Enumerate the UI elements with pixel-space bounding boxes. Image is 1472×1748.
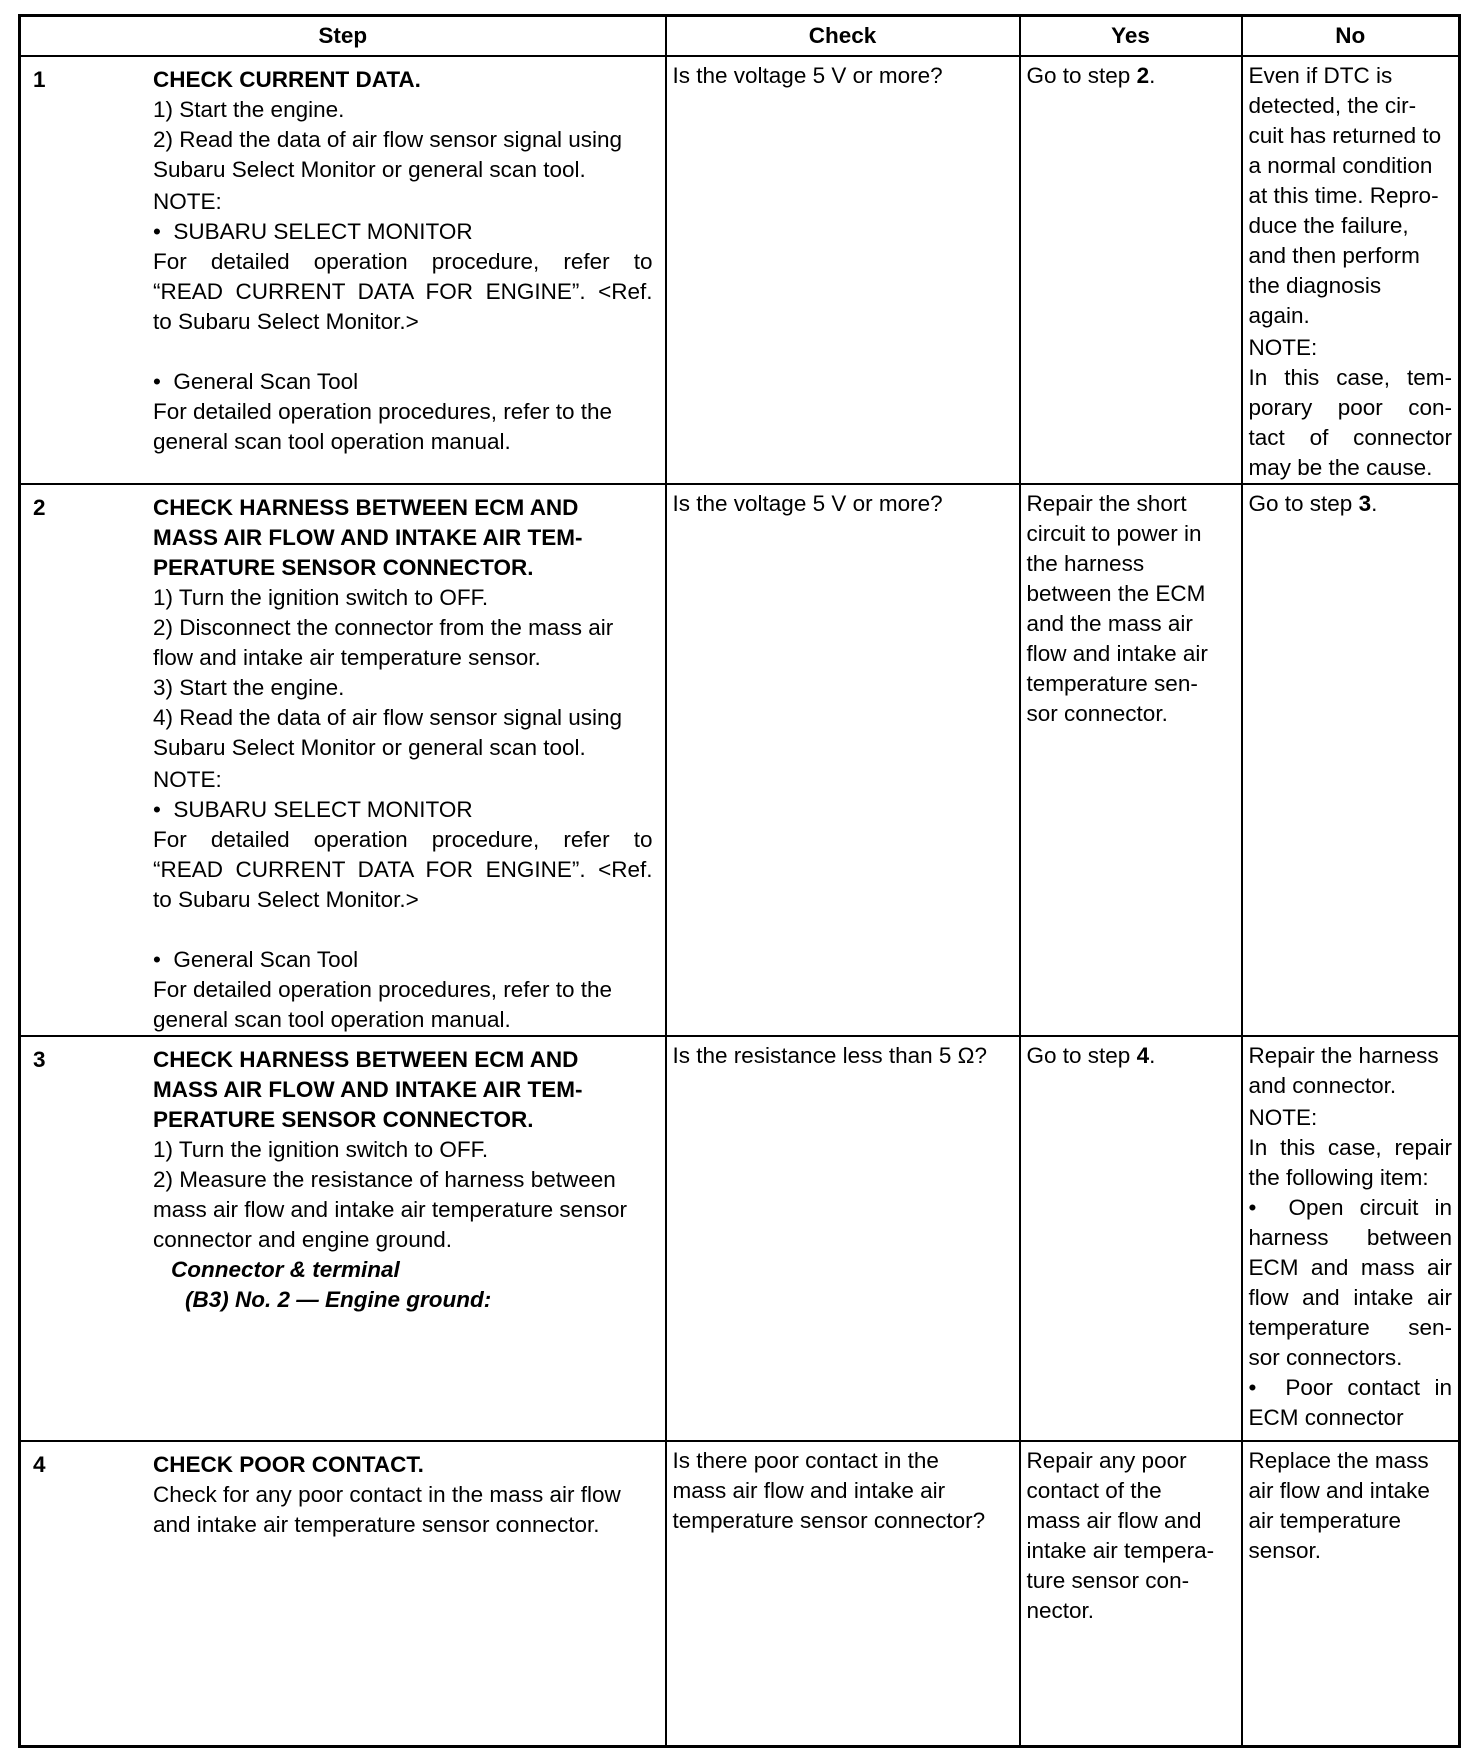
note-bullet: • SUBARU SELECT MONITOR	[153, 217, 653, 247]
step-line: Subaru Select Monitor or general scan tool.	[153, 157, 586, 182]
step-number: 2	[33, 495, 46, 520]
no-cell-3	[1242, 1036, 1460, 1441]
header-step: Step	[20, 16, 666, 57]
no-note-line: In this case, repair	[1248, 1135, 1452, 1160]
note-line: “READ CURRENT DATA FOR ENGINE”. <Ref.	[153, 279, 653, 304]
step-number: 4	[33, 1452, 46, 1477]
header-row	[20, 16, 1460, 57]
step-line: mass air flow and intake air temperature sensor	[153, 1197, 627, 1222]
yes-suffix: .	[1149, 1043, 1156, 1068]
step-cell-1	[20, 56, 666, 484]
table-row-step-3	[20, 1036, 1460, 1441]
table-row-step-2	[20, 484, 1460, 1036]
check-text: Is the resistance less than 5 Ω?	[672, 1043, 987, 1068]
yes-suffix: .	[1149, 63, 1156, 88]
yes-cell-1	[1020, 56, 1242, 484]
no-line: air temperature	[1248, 1508, 1402, 1533]
check-text: Is the voltage 5 V or more?	[672, 491, 943, 516]
step-title: MASS AIR FLOW AND INTAKE AIR TEM-	[153, 525, 583, 550]
no-line: again.	[1248, 303, 1310, 328]
no-note-label: NOTE:	[1248, 1105, 1318, 1130]
no-line: at this time. Repro-	[1248, 183, 1439, 208]
table-row-step-1	[20, 56, 1460, 484]
no-line: a normal condition	[1248, 153, 1433, 178]
yes-line: intake air tempera-	[1026, 1538, 1215, 1563]
no-cell-2	[1242, 484, 1460, 1036]
no-bullet-line: • Open circuit in	[1249, 1193, 1453, 1223]
yes-step-ref: 2	[1136, 63, 1150, 88]
no-line: sensor.	[1248, 1538, 1322, 1563]
no-line: Replace the mass	[1248, 1448, 1429, 1473]
yes-cell-2	[1020, 484, 1242, 1036]
step-title: PERATURE SENSOR CONNECTOR.	[153, 555, 534, 580]
yes-step-ref: 4	[1136, 1043, 1150, 1068]
note-line: For detailed operation procedures, refer to the	[153, 977, 613, 1002]
header-check: Check	[666, 16, 1020, 57]
note-line: to Subaru Select Monitor.>	[153, 887, 419, 912]
check-cell-2	[666, 484, 1020, 1036]
yes-line: contact of the	[1026, 1478, 1162, 1503]
step-line: 1) Start the engine.	[153, 97, 345, 122]
step-line: 2) Read the data of air flow sensor signal using	[153, 127, 623, 152]
no-bullet-line: flow and intake air	[1248, 1285, 1452, 1310]
yes-line: mass air flow and	[1026, 1508, 1202, 1533]
no-line: Repair the harness	[1248, 1043, 1439, 1068]
note-line: general scan tool operation manual.	[153, 429, 511, 454]
step-line: Subaru Select Monitor or general scan tool.	[153, 735, 586, 760]
no-line: the diagnosis	[1248, 273, 1382, 298]
step-title: CHECK POOR CONTACT.	[153, 1452, 424, 1477]
step-number: 1	[33, 67, 46, 92]
diagnostic-table-sheet	[18, 14, 1458, 1708]
step-line: flow and intake air temperature sensor.	[153, 645, 541, 670]
yes-line: between the ECM	[1026, 581, 1206, 606]
no-line: and connector.	[1248, 1073, 1397, 1098]
yes-line: ture sensor con-	[1026, 1568, 1190, 1593]
header-yes: Yes	[1020, 16, 1242, 57]
step-line: 3) Start the engine.	[153, 675, 345, 700]
no-line: air flow and intake	[1248, 1478, 1430, 1503]
no-line: duce the failure,	[1248, 213, 1409, 238]
no-bullet-line: sor connectors.	[1248, 1345, 1403, 1370]
yes-line: and the mass air	[1026, 611, 1193, 636]
step-line: 2) Disconnect the connector from the mass air	[153, 615, 614, 640]
step-line: Check for any poor contact in the mass air flow	[153, 1482, 621, 1507]
no-cell-1	[1242, 56, 1460, 484]
step-number: 3	[33, 1047, 46, 1072]
step-cell-3	[20, 1036, 666, 1441]
step-line: 1) Turn the ignition switch to OFF.	[153, 1137, 489, 1162]
note-line: “READ CURRENT DATA FOR ENGINE”. <Ref.	[153, 857, 653, 882]
yes-line: circuit to power in	[1026, 521, 1202, 546]
no-line: Even if DTC is	[1248, 63, 1393, 88]
no-bullet-line: ECM and mass air	[1248, 1255, 1452, 1280]
step-line: connector and engine ground.	[153, 1227, 452, 1252]
note-label: NOTE:	[153, 189, 222, 214]
step-title: PERATURE SENSOR CONNECTOR.	[153, 1107, 534, 1132]
no-line: cuit has returned to	[1248, 123, 1442, 148]
check-text: Is the voltage 5 V or more?	[672, 63, 943, 88]
check-line: temperature sensor connector?	[672, 1508, 986, 1533]
yes-cell-4	[1020, 1441, 1242, 1746]
check-cell-3	[666, 1036, 1020, 1441]
step-title: MASS AIR FLOW AND INTAKE AIR TEM-	[153, 1077, 583, 1102]
diagnostic-table	[18, 14, 1461, 1748]
connector-terminal-label: Connector & terminal	[171, 1257, 400, 1282]
no-note-line: tact of connector	[1248, 425, 1452, 450]
connector-terminal-spec: (B3) No. 2 — Engine ground:	[185, 1287, 492, 1312]
yes-line: nector.	[1026, 1598, 1095, 1623]
no-bullet-line: temperature sen-	[1248, 1315, 1452, 1340]
yes-line: Repair the short	[1026, 491, 1187, 516]
table-row-step-4	[20, 1441, 1460, 1746]
step-line: 2) Measure the resistance of harness between	[153, 1167, 616, 1192]
note-line: For detailed operation procedure, refer to	[153, 827, 653, 852]
no-bullet-line: ECM connector	[1248, 1405, 1404, 1430]
check-cell-4	[666, 1441, 1020, 1746]
yes-line: sor connector.	[1026, 701, 1168, 726]
yes-line: the harness	[1026, 551, 1145, 576]
step-title: CHECK HARNESS BETWEEN ECM AND	[153, 495, 579, 520]
no-suffix: .	[1371, 491, 1378, 516]
no-note-line: In this case, tem-	[1248, 365, 1452, 390]
no-bullet-line: • Poor contact in	[1249, 1373, 1453, 1403]
check-cell-1	[666, 56, 1020, 484]
yes-line: temperature sen-	[1026, 671, 1198, 696]
yes-text: Go to step	[1026, 63, 1137, 88]
check-line: Is there poor contact in the	[672, 1448, 939, 1473]
step-cell-2	[20, 484, 666, 1036]
yes-line: Repair any poor	[1026, 1448, 1187, 1473]
step-line: 1) Turn the ignition switch to OFF.	[153, 585, 489, 610]
no-step-ref: 3	[1358, 491, 1372, 516]
yes-cell-3	[1020, 1036, 1242, 1441]
note-label: NOTE:	[153, 767, 222, 792]
no-line: and then perform	[1248, 243, 1420, 268]
yes-text: Go to step	[1026, 1043, 1137, 1068]
note-line: general scan tool operation manual.	[153, 1007, 511, 1032]
check-line: mass air flow and intake air	[672, 1478, 946, 1503]
step-line: 4) Read the data of air flow sensor signal using	[153, 705, 623, 730]
step-title: CHECK CURRENT DATA.	[153, 67, 421, 92]
no-line: detected, the cir-	[1248, 93, 1417, 118]
no-note-line: the following item:	[1248, 1165, 1429, 1190]
no-note-line: porary poor con-	[1248, 395, 1452, 420]
note-bullet: • SUBARU SELECT MONITOR	[153, 795, 653, 825]
header-no: No	[1242, 16, 1460, 57]
note-line: For detailed operation procedures, refer to the	[153, 399, 613, 424]
no-note-line: may be the cause.	[1248, 455, 1433, 480]
step-cell-4	[20, 1441, 666, 1746]
step-line: and intake air temperature sensor connector.	[153, 1512, 600, 1537]
note-line: For detailed operation procedure, refer to	[153, 249, 653, 274]
no-cell-4	[1242, 1441, 1460, 1746]
no-note-label: NOTE:	[1248, 335, 1318, 360]
note-line: to Subaru Select Monitor.>	[153, 309, 419, 334]
no-bullet-line: harness between	[1248, 1225, 1452, 1250]
no-text: Go to step	[1248, 491, 1359, 516]
yes-line: flow and intake air	[1026, 641, 1208, 666]
step-title: CHECK HARNESS BETWEEN ECM AND	[153, 1047, 579, 1072]
note-bullet: • General Scan Tool	[153, 945, 653, 975]
note-bullet: • General Scan Tool	[153, 367, 653, 397]
